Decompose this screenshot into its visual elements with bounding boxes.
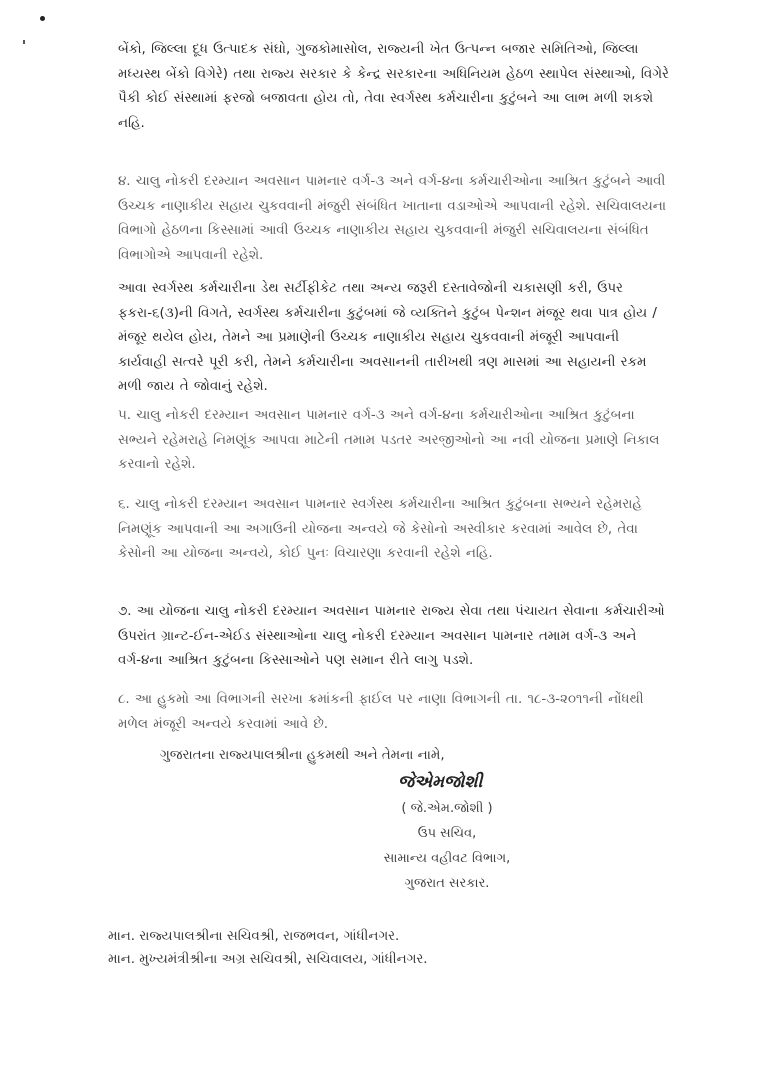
paragraph-4-continuation: આવા સ્વર્ગસ્થ કર્મચારીના ડેથ સર્ટીફીકેટ તથા અન્ય જરૂરી દસ્તાવેજોની ચકાસણી કરી, ઉપર ફકરા-૬(૩)ની વિગતે, સ્વર્ગસ્થ કર્મચારીના કુટુંબમાં જે વ્યક્તિને કુટુંબ પેન્શન મંજૂર થવા પાત્ર હોય / મંજૂર થયેલ હોય, તેમને આ પ્રમાણેની ઉચ્ચક નાણાકીય સહાય ચુકવવાની મંજૂરી આપવાની કાર્યવાહી સત્વરે પૂરી કરી, તેમને કર્મચારીના અવસાનની તારીખથી ત્રણ માસમાં આ સહાયની રકમ મળી જાય તે જોવાનું રહેશે. <box>118 281 657 395</box>
paragraph-4: ૪. ચાલુ નોકરી દરમ્યાન અવસાન પામનાર વર્ગ-૩ અને વર્ગ-૪ના કર્મચારીઓના આશ્રિત કુટુંબને આવી ઉચ્ચક નાણાકીય સહાય ચુકવવાની મંજુરી સંબંધિત ખાતાના વડાઓએ આપવાની રહેશે. સચિવાલયના વિભાગો હેઠળના કિસ્સામાં આવી ઉચ્ચક નાણાકીય સહાય ચુકવવાની મંજુરી સચિવાલયના સંબંધિત વિભાગોએ આપવાની રહેશે. <box>118 174 667 263</box>
signatory-department: સામાન્ય વહીવટ વિભાગ, <box>383 851 511 866</box>
signatory-designation: ઉપ સચિવ, <box>417 826 477 841</box>
distribution-line-1: માન. રાજ્યપાલશ્રીના સચિવશ્રી, રાજભવન, ગાંધીનગર. <box>108 929 400 944</box>
handwritten-signature: જેએમજોશી <box>398 772 483 792</box>
paragraph-intro-continuation: બેંકો, જિલ્લા દૂધ ઉત્પાદક સંઘો, ગુજકોમાસોલ, રાજ્યની ખેત ઉત્પન્ન બજાર સમિતિઓ, જિલ્લા મધ્યસ્થ બેંકો વિગેરે) તથા રાજ્ય સરકાર કે કેન્દ્ર સરકારના અધિનિયમ હેઠળ સ્થાપેલ સંસ્થાઓ, વિગેરે પૈકી કોઈ સંસ્થામાં ફરજો બજાવતા હોય તો, તેવા સ્વર્ગસ્થ કર્મચારીના કુટુંબને આ લાભ મળી શકશે નહિ. <box>118 42 669 131</box>
scan-speck-mark <box>23 40 25 44</box>
signatory-government: ગુજરાત સરકાર. <box>404 876 490 891</box>
governor-order-line: ગુજરાતના રાજ્યપાલશ્રીના હુકમથી અને તેમના નામે, <box>160 748 445 763</box>
paragraph-7: ૭. આ યોજના ચાલુ નોકરી દરમ્યાન અવસાન પામનાર રાજ્ય સેવા તથા પંચાયત સેવાના કર્મચારીઓ ઉપરાંત ગ્રાન્ટ-ઈન-એઈડ સંસ્થાઓના ચાલુ નોકરી દરમ્યાન અવસાન પામનાર તમામ વર્ગ-૩ અને વર્ગ-૪ના આશ્રિત કુટુંબના કિસ્સાઓને પણ સમાન રીતે લાગુ પડશે. <box>118 604 665 669</box>
distribution-line-2: માન. મુખ્યમંત્રીશ્રીના અગ્ર સચિવશ્રી, સચિવાલય, ગાંધીનગર. <box>108 952 428 967</box>
paragraph-8: ૮. આ હુકમો આ વિભાગની સરખા ક્રમાંકની ફાઈલ પર નાણા વિભાગની તા. ૧૮-૩-૨૦૧૧ની નોંધથી મળેલ મંજૂરી અન્વયે કરવામાં આવે છે. <box>118 692 644 732</box>
signatory-name: ( જે.એમ.જોશી ) <box>401 801 493 816</box>
scan-speck-dot <box>40 16 45 21</box>
paragraph-6: ૬. ચાલુ નોકરી દરમ્યાન અવસાન પામનાર સ્વર્ગસ્થ કર્મચારીના આશ્રિત કુટુંબના સભ્યને રહેમરાહે નિમણૂંક આપવાની આ અગાઉની યોજના અન્વયે જે કેસોનો અસ્વીકાર કરવામાં આવેલ છે, તેવા કેસોની આ યોજના અન્વયે, કોઈ પુનઃ વિચારણા કરવાની રહેશે નહિ. <box>118 497 642 562</box>
paragraph-5: ૫. ચાલુ નોકરી દરમ્યાન અવસાન પામનાર વર્ગ-૩ અને વર્ગ-૪ના કર્મચારીઓના આશ્રિત કુટુંબના સભ્યને રહેમરાહે નિમણૂંક આપવા માટેની તમામ પડતર અરજીઓનો આ નવી યોજના પ્રમાણે નિકાલ કરવાનો રહેશે. <box>118 408 660 473</box>
